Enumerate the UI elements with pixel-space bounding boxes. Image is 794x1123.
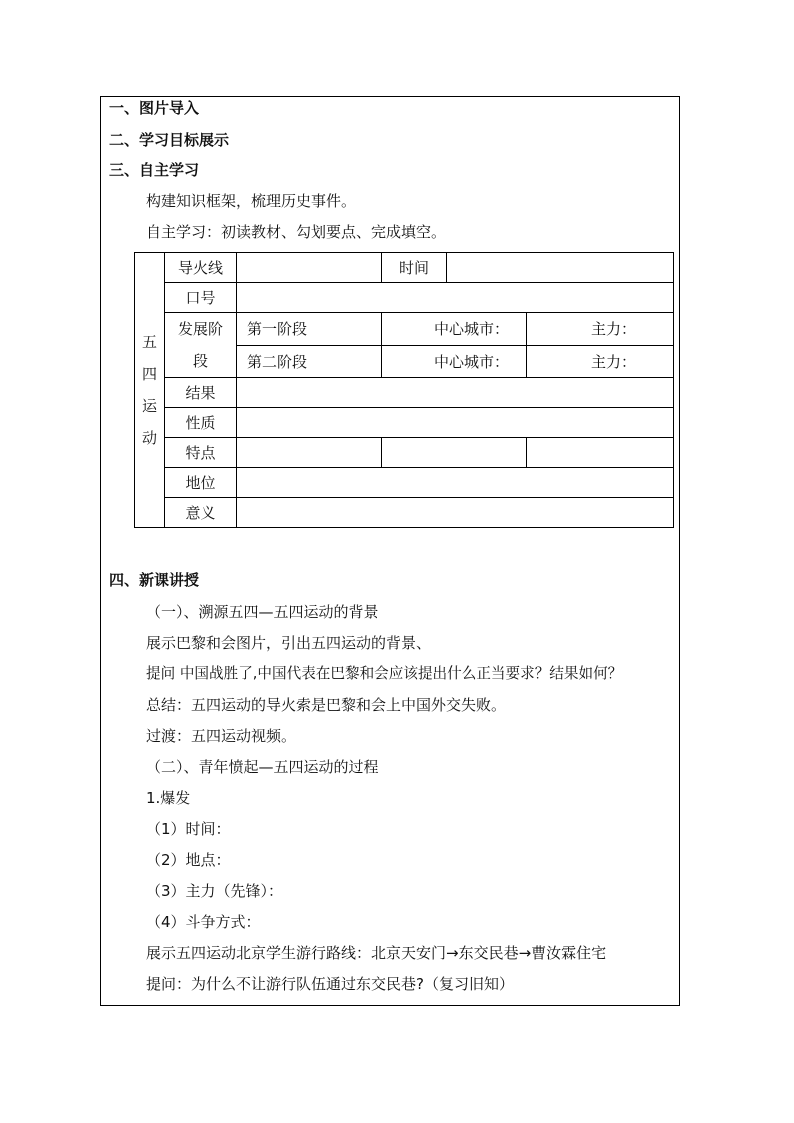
- paragraph: 展示巴黎和会图片，引出五四运动的背景、: [146, 634, 432, 652]
- row-label-result: 结果: [165, 378, 237, 408]
- blank-cell[interactable]: [237, 253, 382, 283]
- paragraph: 构建知识框架，梳理历史事件。: [146, 192, 357, 210]
- paragraph: （3）主力（先锋）：: [146, 882, 284, 900]
- row-label-trigger: 导火线: [165, 253, 237, 283]
- paragraph: 过渡：五四运动视频。: [146, 727, 297, 745]
- blank-cell[interactable]: [527, 438, 674, 468]
- row-label-stages: [165, 313, 237, 378]
- row-label-feature: 特点: [165, 438, 237, 468]
- blank-cell[interactable]: [237, 468, 674, 498]
- paragraph: 自主学习：初读教材、勾划要点、完成填空。: [146, 223, 447, 241]
- paragraph: （2）地点：: [146, 851, 231, 869]
- row-label-nature: 性质: [165, 408, 237, 438]
- paragraph: 提问 中国战胜了,中国代表在巴黎和会应该提出什么正当要求？结果如何？: [146, 665, 623, 682]
- row-label-slogan: 口号: [165, 283, 237, 313]
- blank-cell[interactable]: [237, 378, 674, 408]
- row-label-status: 地位: [165, 468, 237, 498]
- stage-label-line: 段: [192, 352, 208, 370]
- center-city-label: 中心城市：: [382, 313, 527, 346]
- paragraph: （二）、青年愤起—五四运动的过程: [146, 758, 379, 776]
- blank-cell[interactable]: [237, 498, 674, 528]
- main-force-label: 主力：: [527, 313, 674, 346]
- paragraph: 提问：为什么不让游行队伍通过东交民巷?（复习旧知）: [146, 975, 514, 993]
- paragraph: （1）时间：: [146, 820, 231, 838]
- main-force-label: 主力：: [527, 345, 674, 378]
- center-city-label: 中心城市：: [382, 345, 527, 378]
- blank-cell[interactable]: [382, 438, 527, 468]
- blank-cell[interactable]: [237, 408, 674, 438]
- side-char: 动: [141, 429, 157, 447]
- side-char: 五: [141, 333, 157, 351]
- stage-two: 第二阶段: [237, 345, 382, 378]
- paragraph: （一）、溯源五四—五四运动的背景: [146, 603, 379, 621]
- section-heading-3: 三、自主学习: [109, 161, 200, 179]
- section-heading-1: 一、图片导入: [109, 99, 200, 117]
- stage-label-line: 发展阶: [177, 320, 223, 338]
- time-label: 时间: [382, 253, 447, 283]
- side-char: 四: [141, 365, 157, 383]
- fill-in-table: [134, 252, 674, 528]
- blank-cell[interactable]: [237, 438, 382, 468]
- paragraph: 总结：五四运动的导火索是巴黎和会上中国外交失败。: [146, 696, 507, 714]
- section-heading-2: 二、学习目标展示: [109, 131, 230, 149]
- side-label: [135, 253, 165, 528]
- blank-cell[interactable]: [447, 253, 674, 283]
- section-heading-4: 四、新课讲授: [109, 571, 200, 589]
- row-label-meaning: 意义: [165, 498, 237, 528]
- stage-one: 第一阶段: [237, 313, 382, 346]
- paragraph: 1.爆发: [146, 789, 191, 807]
- side-char: 运: [141, 397, 157, 415]
- paragraph: （4）斗争方式：: [146, 913, 261, 931]
- paragraph: 展示五四运动北京学生游行路线：北京天安门→东交民巷→曹汝霖住宅: [146, 944, 607, 962]
- blank-cell[interactable]: [237, 283, 674, 313]
